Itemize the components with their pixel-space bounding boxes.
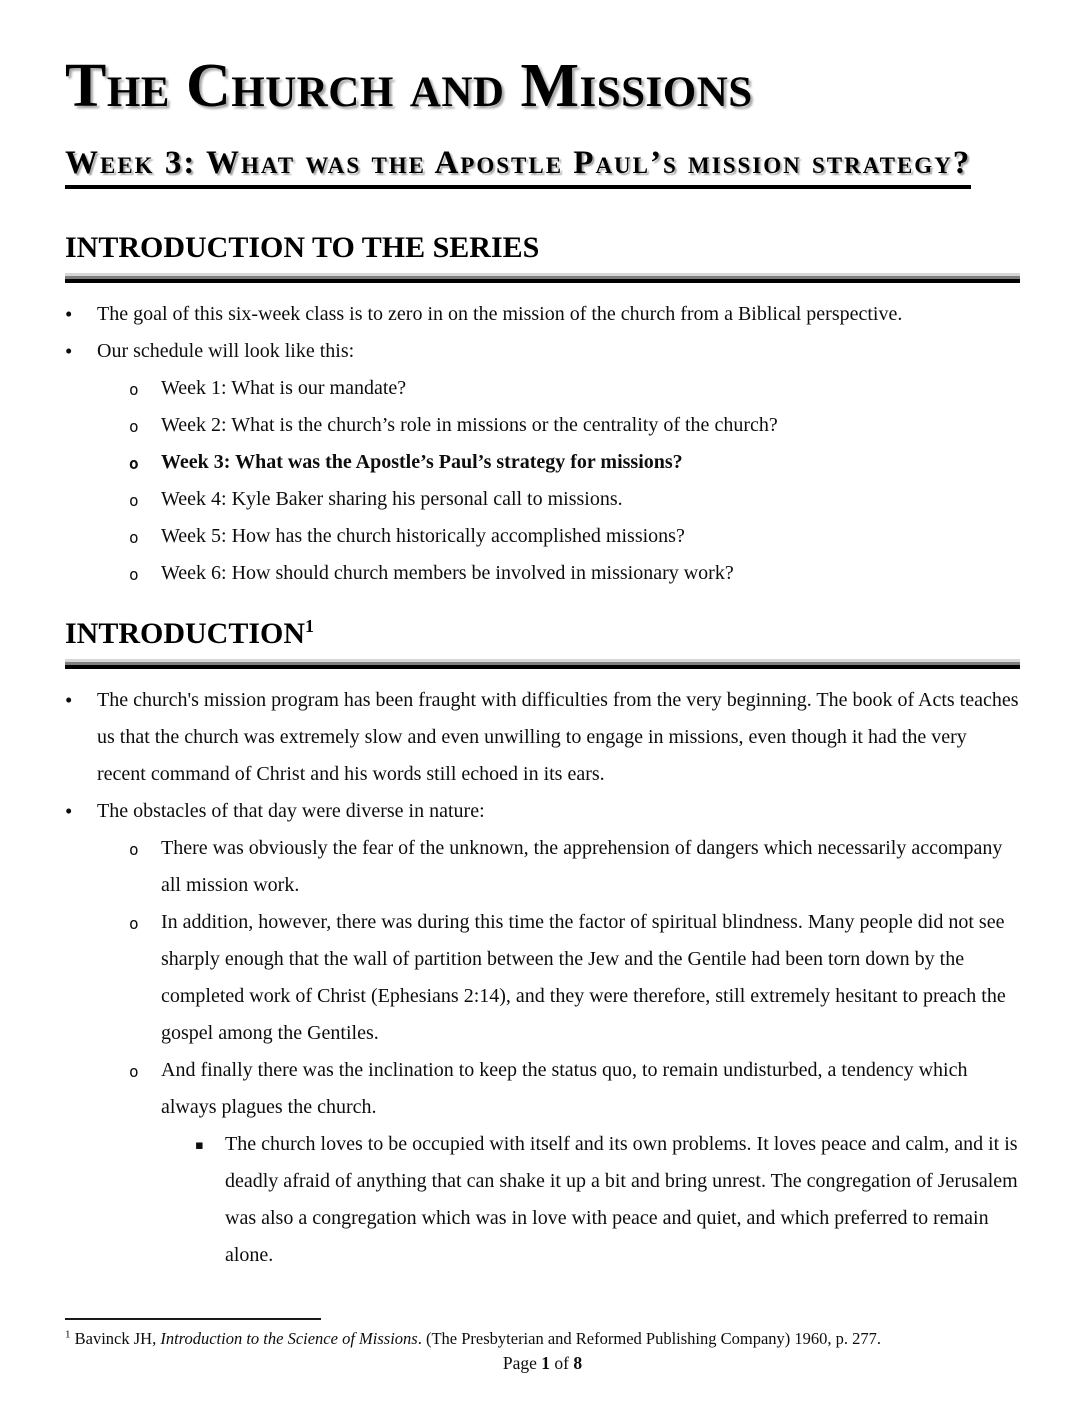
bullet-circle-icon: o [129,490,139,510]
bullet-circle-icon: o [129,564,139,584]
bullet-circle-icon: o [129,839,139,859]
footnote-separator [65,1318,321,1320]
list-item-text: There was obviously the fear of the unknown, the apprehension of dangers which necessarily accompany all mission work. [161,836,1003,896]
footnote-book-title: Introduction to the Science of Missions [160,1328,418,1348]
page-footer [65,1353,1020,1374]
subtitle-wrap [65,145,1020,188]
section-heading-introduction [65,617,1020,650]
list-item-text: The obstacles of that day were diverse in nature: [97,799,485,822]
list-item-text: And finally there was the inclination to keep the status quo, to remain undisturbed, a tendency which always plagues the church. [161,1058,968,1118]
bullet-disc-icon: • [65,301,73,326]
list-item [65,333,1020,370]
bullet-disc-icon: • [65,687,73,712]
footnote-marker: 1 [65,1328,71,1341]
section-spacer [65,592,1020,617]
list-item [65,296,1020,333]
list-item [129,1052,1020,1126]
footnote-reference: 1 [305,615,315,636]
list-item-text: Week 5: How has the church historically accomplished missions? [161,524,685,547]
list-item-text: Week 3: What was the Apostle’s Paul’s strategy for missions? [161,450,683,473]
document-title: The Church and Missions [65,52,753,120]
page-word: Page [502,1353,537,1373]
list-item-text: The church's mission program has been fraught with difficulties from the very beginning. The book of Acts teaches us that the church was extremely slow and even unwilling to engage in missions, even though it had the very recent command of Christ and his words still echoed in its ears. [97,688,1019,785]
page-number: 1 [541,1353,551,1373]
bullet-circle-icon: o [129,453,139,473]
series-list [65,296,1020,592]
bullet-circle-icon: o [129,527,139,547]
list-item-week-1 [129,370,1020,407]
list-item [65,682,1020,793]
list-item-week-2 [129,407,1020,444]
list-item-text: Week 1: What is our mandate? [161,376,407,399]
bullet-disc-icon: • [65,798,73,823]
bullet-disc-icon: • [65,338,73,363]
list-item [129,830,1020,904]
section-rule [65,659,1020,669]
footnote-author: Bavinck JH, [70,1328,161,1348]
document-subtitle: Week 3: What was the Apostle Paul’s mission strategy? [65,145,971,188]
bullet-square-icon: ▪ [195,1137,204,1153]
section-heading-series: INTRODUCTION TO THE SERIES [65,230,540,264]
list-item-week-4 [129,481,1020,518]
list-item-week-3 [129,444,1020,481]
list-item-text: The goal of this six-week class is to zero in on the mission of the church from a Biblical perspective. [97,302,903,325]
list-item-week-6 [129,555,1020,592]
list-item [193,1126,1020,1274]
list-item-text: The church loves to be occupied with itself and its own problems. It loves peace and calm, and it is deadly afraid of anything that can shake it up a bit and bring unrest. The congregation of Jerusalem was also a congregation which was in love with peace and quiet, and which preferred to remain alone. [225,1132,1018,1266]
bullet-circle-icon: o [129,913,139,933]
bullet-circle-icon: o [129,379,139,399]
list-item-text: Our schedule will look like this: [97,339,355,362]
of-word: of [554,1353,569,1373]
introduction-list [65,682,1020,1274]
section-heading-text: INTRODUCTION [65,616,306,650]
list-item-text: Week 2: What is the church’s role in missions or the centrality of the church? [161,413,778,436]
list-item [65,793,1020,830]
list-item-text: Week 4: Kyle Baker sharing his personal call to missions. [161,487,623,510]
footnote-area [65,1318,1020,1374]
list-item [129,904,1020,1052]
list-item-week-5 [129,518,1020,555]
section-rule [65,273,1020,283]
bullet-circle-icon: o [129,1061,139,1081]
footnote-rest: . (The Presbyterian and Reformed Publishing Company) 1960, p. 277. [417,1328,882,1348]
footnote-text [65,1327,1020,1350]
bullet-circle-icon: o [129,416,139,436]
list-item-text: In addition, however, there was during this time the factor of spiritual blindness. Many people did not see sharply enough that the wall of partition between the Jew and the Gentile had been torn down by the completed work of Christ (Ephesians 2:14), and they were therefore, still extremely hesitant to preach the gospel among the Gentiles. [161,910,1006,1044]
page-total: 8 [573,1353,583,1373]
list-item-text: Week 6: How should church members be involved in missionary work? [161,561,734,584]
